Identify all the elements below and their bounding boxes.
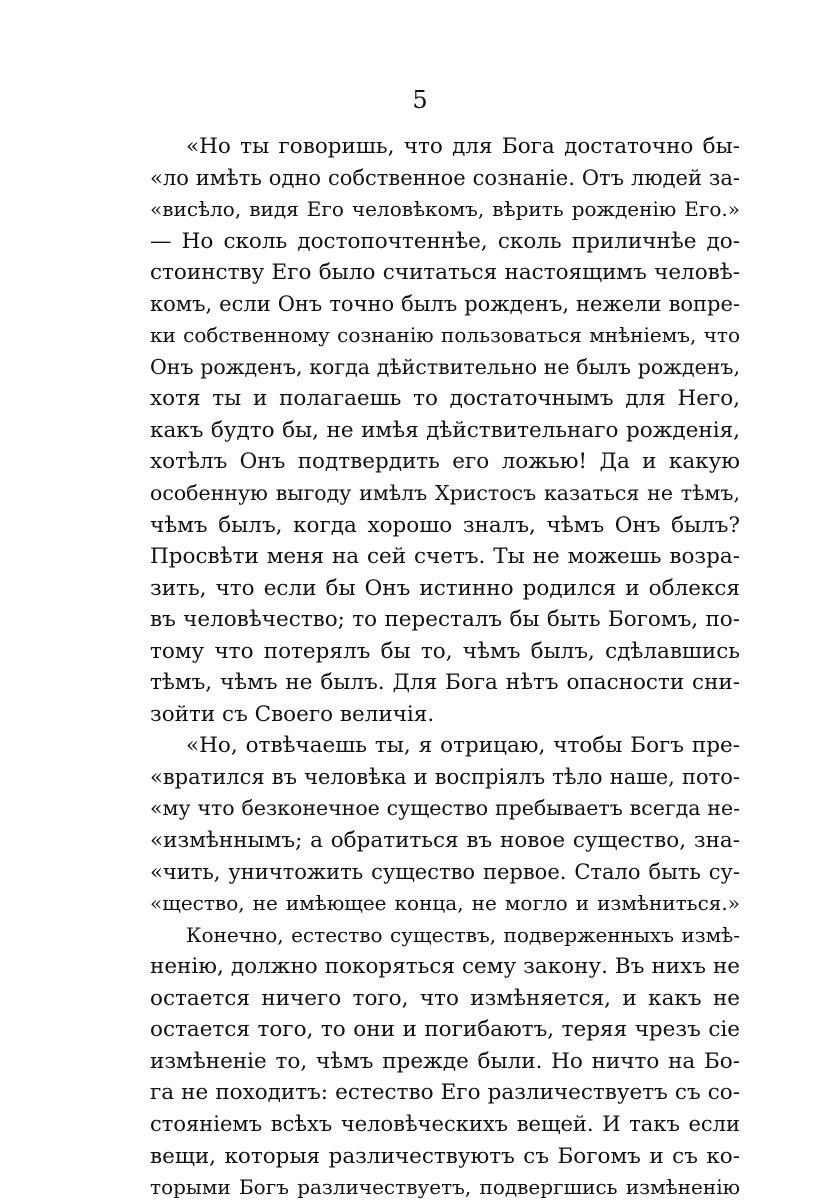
text-line: чѣмъ былъ, когда хорошо зналъ, чѣмъ Онъ былъ?	[150, 512, 740, 538]
text-line: хотѣлъ Онъ подтвердить его ложью! Да и какую	[150, 449, 740, 475]
text-line: «измѣннымъ; а обратиться въ новое существо, зна-	[150, 828, 740, 854]
text-line: комъ, если Онъ точно былъ рожденъ, нежели вопре-	[150, 291, 740, 316]
text-line: измѣненіе то, чѣмъ прежде были. Но ничто на Бо-	[150, 1048, 740, 1074]
text-line: «му что безконечное существо пребываетъ всегда не-	[150, 796, 740, 821]
text-line: зойти съ Своего величія.	[150, 701, 435, 727]
text-line: — Но сколь достопочтеннѣе, сколь приличнѣе до-	[150, 228, 740, 254]
text-line: Онъ рожденъ, когда дѣйствительно не былъ рожденъ,	[150, 354, 740, 379]
text-line: стоинству Его было считаться настоящимъ человѣ-	[150, 260, 740, 286]
text-line: тому что потерялъ бы то, чѣмъ былъ, сдѣлавшись	[150, 638, 740, 664]
text-line: «Но, отвѣчаешь ты, я отрицаю, чтобы Богъ пре-	[186, 733, 740, 759]
text-line: стояніемъ всѣхъ человѣческихъ вещей. И такъ если	[150, 1111, 740, 1136]
text-line: «висѣло, видя Его человѣкомъ, вѣрить рожденію Его.»	[150, 197, 740, 222]
text-line: въ человѣчество; то пересталъ бы быть Богомъ, по-	[150, 607, 740, 633]
text-line: ки собственному сознанію пользоваться мнѣніемъ, что	[150, 323, 740, 348]
text-line: «Но ты говоришь, что для Бога достаточно бы-	[186, 134, 740, 159]
text-line: хотя ты и полагаешь то достаточнымъ для Него,	[150, 386, 740, 412]
text-line: ненію, должно покоряться сему закону. Въ нихъ не	[150, 954, 740, 980]
text-line: вещи, которыя различествуютъ съ Богомъ и съ ко-	[150, 1143, 740, 1169]
text-line: «чить, уничтожить существо первое. Стало быть су-	[150, 859, 740, 884]
text-line: торыми Богъ различествуетъ, подвергшись измѣненію	[150, 1175, 740, 1200]
page-number: 5	[412, 86, 428, 114]
text-line: остается того, то они и погибаютъ, теряя чрезъ сіе	[150, 1017, 740, 1043]
text-line: Просвѣти меня на сей счетъ. Ты не можешь возра-	[150, 544, 740, 570]
text-line: остается ничего того, что измѣняется, и какъ не	[150, 985, 740, 1011]
body-text	[150, 131, 740, 1204]
text-line: «щество, не имѣющее конца, не могло и измѣниться.»	[150, 891, 740, 916]
text-line: га не походитъ: естество Его различествуетъ съ со-	[150, 1080, 740, 1106]
text-line: «вратился въ человѣка и воспріялъ тѣло наше, пото-	[150, 764, 740, 789]
text-line: особенную выгоду имѣлъ Христосъ казаться не тѣмъ,	[150, 481, 740, 506]
text-line: зить, что если бы Онъ истинно родился и облекся	[150, 575, 740, 601]
text-line: Конечно, естество существъ, подверженныхъ измѣ-	[186, 922, 740, 947]
text-line: «ло имѣть одно собственное сознаніе. Отъ людей за-	[150, 165, 740, 190]
text-line: тѣмъ, чѣмъ не былъ. Для Бога нѣтъ опасности сни-	[150, 670, 740, 696]
text-line: какъ будто бы, не имѣя дѣйствительнаго рожденія,	[150, 417, 740, 443]
